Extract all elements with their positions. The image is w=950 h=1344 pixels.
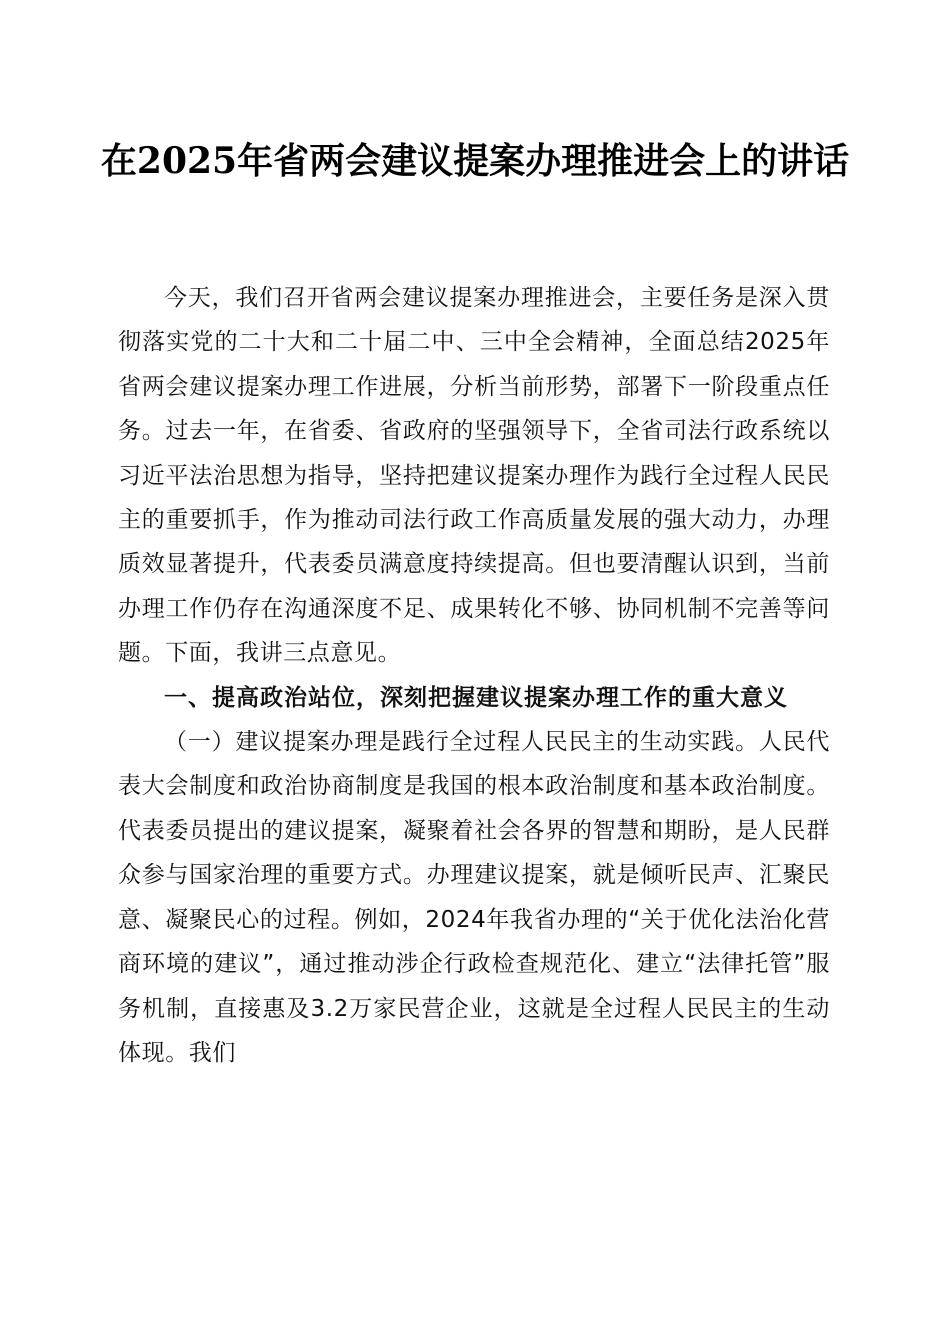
subsection-paragraph-1: （一）建议提案办理是践行全过程人民民主的生动实践。人民代表大会制度和政治协商制度是我国的根本政治制度和基本政治制度。代表委员提出的建议提案，凝聚着社会各界的智慧和期盼，是人民群众参与国家治理的重要方式。办理建议提案，就是倾听民声、汇聚民意、凝聚民心的过程。例如，2024年我省办理的“关于优化法治化营商环境的建议”，通过推动涉企行政检查规范化、建立“法律托管”服务机制，直接惠及3.2万家民营企业，这就是全过程人民民主的生动体现。我们: [118, 729, 830, 1066]
document-body: [118, 276, 830, 1075]
document-title: 在2025年省两会建议提案办理推进会上的讲话: [100, 140, 850, 182]
section-heading-1: 一、提高政治站位，深刻把握建议提案办理工作的重大意义: [164, 684, 788, 711]
intro-paragraph: 今天，我们召开省两会建议提案办理推进会，主要任务是深入贯彻落实党的二十大和二十届二中、三中全会精神，全面总结2025年省两会建议提案办理工作进展，分析当前形势，部署下一阶段重点任务。过去一年，在省委、省政府的坚强领导下，全省司法行政系统以习近平法治思想为指导，坚持把建议提案办理作为践行全过程人民民主的重要抓手，作为推动司法行政工作高质量发展的强大动力，办理质效显著提升，代表委员满意度持续提高。但也要清醒认识到，当前办理工作仍存在沟通深度不足、成果转化不够、协同机制不完善等问题。下面，我讲三点意见。: [118, 285, 830, 667]
